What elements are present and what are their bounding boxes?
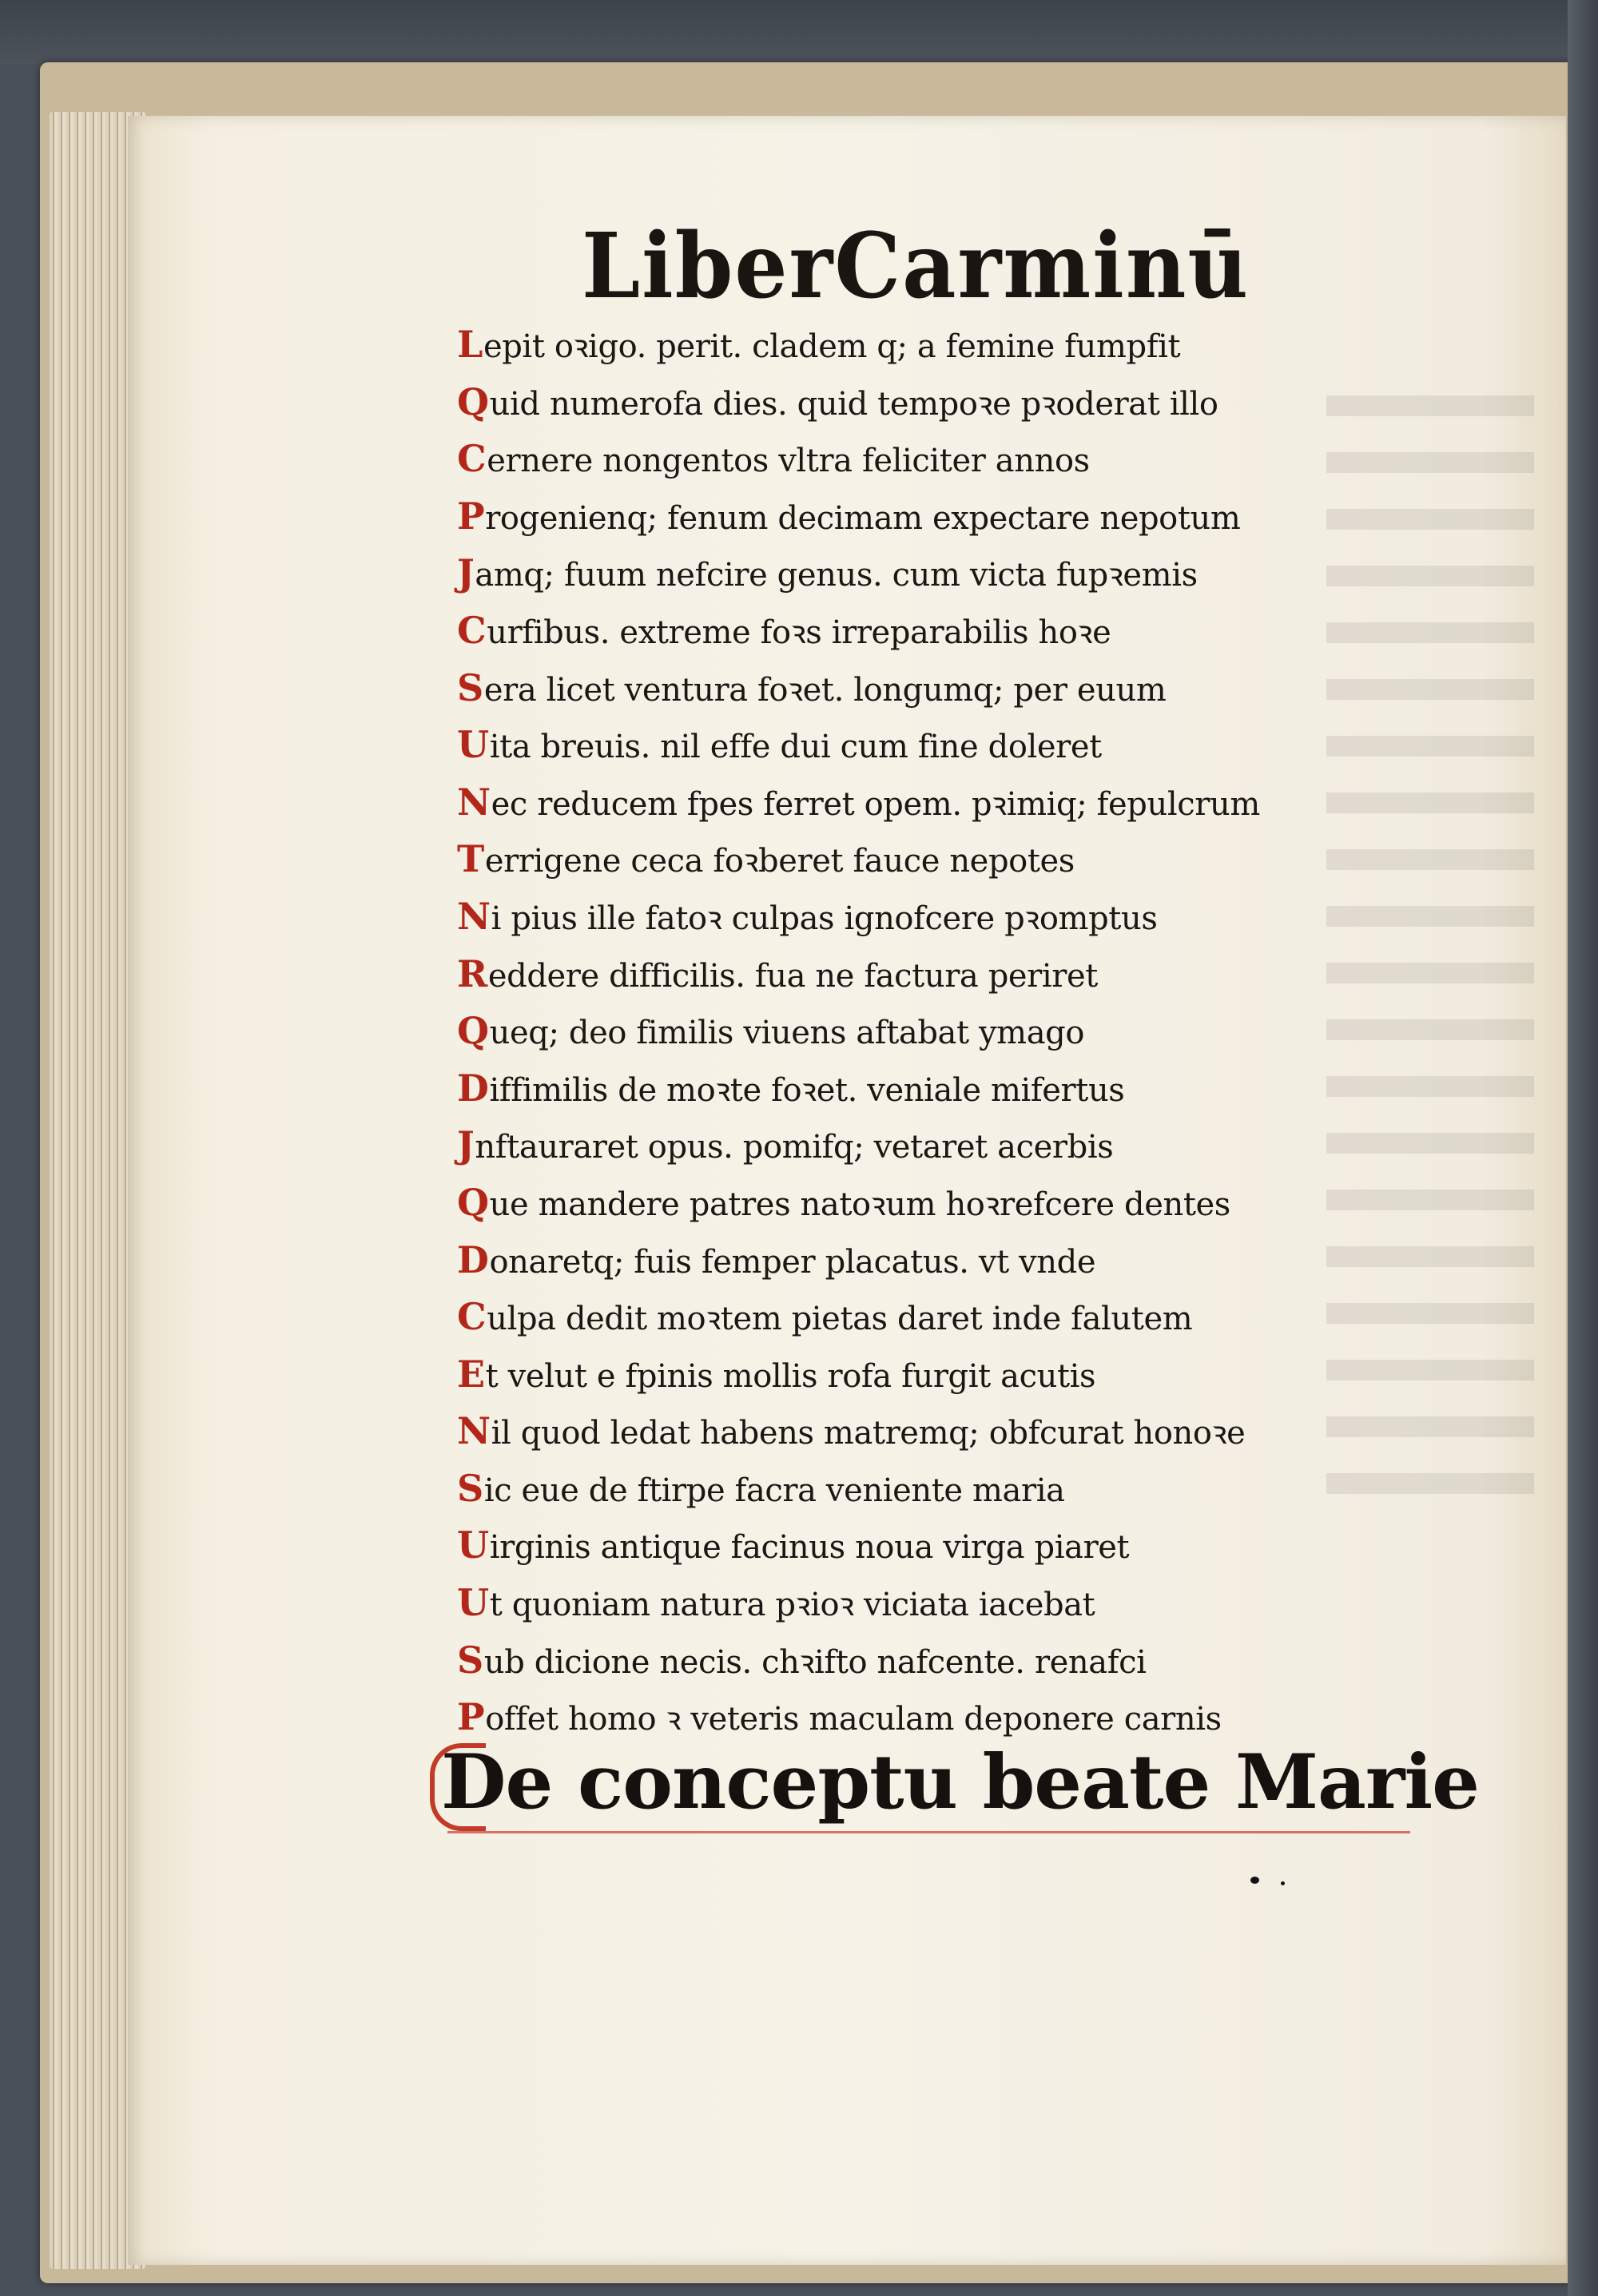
verse-list xyxy=(457,316,1288,1746)
verse-text: eddere difficilis. fua ne factura periret xyxy=(487,957,1098,995)
verse-line xyxy=(457,1060,1288,1118)
verse-text: ueq; deo fimilis viuens aftabat ymago xyxy=(489,1015,1085,1052)
verse-text: ulpa dedit moꝛtem pietas daret inde falutem xyxy=(487,1301,1193,1338)
rubricated-initial: T xyxy=(457,837,484,881)
verse-line xyxy=(457,1232,1288,1289)
rubricated-initial: C xyxy=(457,1295,487,1339)
rubricated-initial: N xyxy=(457,780,491,824)
verse-line xyxy=(457,717,1288,774)
verse-text: onaretq; fuis femper placatus. vt vnde xyxy=(489,1243,1096,1281)
rubricated-initial: C xyxy=(457,437,487,481)
verse-text: ue mandere patres natoꝛum hoꝛrefcere dentes xyxy=(489,1186,1230,1223)
rubricated-initial: Q xyxy=(457,1180,489,1224)
verse-line xyxy=(457,660,1288,717)
rubricated-initial: U xyxy=(457,1523,489,1567)
verse-text: ub dicione necis. chꝛifto nafcente. renafci xyxy=(483,1643,1147,1681)
verse-line xyxy=(457,831,1288,888)
verse-line xyxy=(457,488,1288,546)
verse-text: ec reducem fpes ferret opem. pꝛimiq; fepulcrum xyxy=(491,785,1260,823)
rubricated-initial: Q xyxy=(457,1009,489,1053)
verse-line xyxy=(457,316,1288,374)
rubricated-initial: Q xyxy=(457,379,489,423)
verse-text: i pius ille fatoꝛ culpas ignofcere pꝛomptus xyxy=(491,900,1158,937)
verse-line xyxy=(457,1289,1288,1346)
verse-text: era licet ventura foꝛet. longumq; per euum xyxy=(483,671,1167,709)
show-through-text xyxy=(1326,395,1534,1514)
verse-line xyxy=(457,1403,1288,1460)
verse-line xyxy=(457,774,1288,832)
verse-text: iffimilis de moꝛte foꝛet. veniale mifertus xyxy=(489,1071,1125,1109)
verse-line xyxy=(457,1117,1288,1174)
background-right xyxy=(1568,0,1598,2296)
verse-line xyxy=(457,1460,1288,1518)
heading-word-2: Carminū xyxy=(834,212,1250,319)
verse-text: ernere nongentos vltra feliciter annos xyxy=(487,443,1090,480)
verse-text: t quoniam natura pꝛioꝛ viciata iacebat xyxy=(489,1587,1095,1624)
verse-line xyxy=(457,431,1288,488)
rubricated-initial: J xyxy=(457,551,475,595)
heading-word-1: Liber xyxy=(582,212,835,319)
heading-rule xyxy=(447,1831,1410,1833)
ornament-dots xyxy=(1250,1873,1306,1889)
verse-line xyxy=(457,1174,1288,1232)
rubricated-initial: S xyxy=(457,1466,483,1510)
verse-text: ic eue de ftirpe facra veniente maria xyxy=(483,1472,1065,1509)
background-top xyxy=(0,0,1598,64)
verse-text: amq; fuum nefcire genus. cum victa fupꝛemis xyxy=(475,557,1198,594)
verse-text: errigene ceca foꝛberet fauce nepotes xyxy=(484,843,1075,880)
verse-text: nftauraret opus. pomifq; vetaret acerbis xyxy=(475,1129,1114,1166)
verse-text: rogenienq; fenum decimam expectare nepotum xyxy=(485,499,1241,537)
rubricated-initial: P xyxy=(457,1695,485,1739)
verse-text: urfibus. extreme foꝛs irreparabilis hoꝛe xyxy=(487,614,1111,651)
rubricated-initial: L xyxy=(457,323,483,366)
verse-text: epit oꝛigo. perit. cladem q; a femine fumpfit xyxy=(483,328,1181,365)
section-heading-text: e conceptu beate Marie xyxy=(505,1738,1479,1826)
rubricated-initial: P xyxy=(457,494,485,538)
page-heading xyxy=(582,212,1250,319)
rubricated-initial: R xyxy=(457,951,487,995)
verse-text: irginis antique facinus noua virga piaret xyxy=(489,1529,1130,1567)
verse-line xyxy=(457,1575,1288,1632)
rubricated-initial: C xyxy=(457,608,487,652)
verse-line xyxy=(457,946,1288,1003)
verse-text: offet homo ꝛ veteris maculam deponere carnis xyxy=(485,1701,1222,1738)
section-heading-initial: D xyxy=(441,1738,506,1826)
rubricated-initial: U xyxy=(457,723,489,767)
verse-text: uid numerofa dies. quid tempoꝛe pꝛoderat illo xyxy=(489,385,1218,423)
verse-line xyxy=(457,1003,1288,1060)
verse-line xyxy=(457,1517,1288,1575)
rubricated-initial: D xyxy=(457,1066,489,1110)
rubricated-initial: N xyxy=(457,894,491,938)
rubricated-initial: E xyxy=(457,1352,485,1396)
verse-text: il quod ledat habens matremq; obfcurat honoꝛe xyxy=(491,1415,1246,1452)
rubricated-initial: N xyxy=(457,1409,491,1453)
verse-text: ita breuis. nil effe dui cum fine doleret xyxy=(489,729,1102,766)
verse-line xyxy=(457,1632,1288,1690)
verse-line xyxy=(457,1346,1288,1404)
verse-line xyxy=(457,602,1288,660)
rubricated-initial: D xyxy=(457,1237,489,1281)
rubricated-initial: J xyxy=(457,1123,475,1167)
rubricated-initial: S xyxy=(457,665,483,709)
verse-text: t velut e fpinis mollis rofa furgit acutis xyxy=(485,1357,1096,1395)
rubricated-initial: U xyxy=(457,1581,489,1625)
rubricated-initial: S xyxy=(457,1638,483,1682)
verse-line xyxy=(457,545,1288,602)
section-heading xyxy=(441,1738,1479,1834)
verse-line xyxy=(457,888,1288,946)
verse-line xyxy=(457,374,1288,431)
